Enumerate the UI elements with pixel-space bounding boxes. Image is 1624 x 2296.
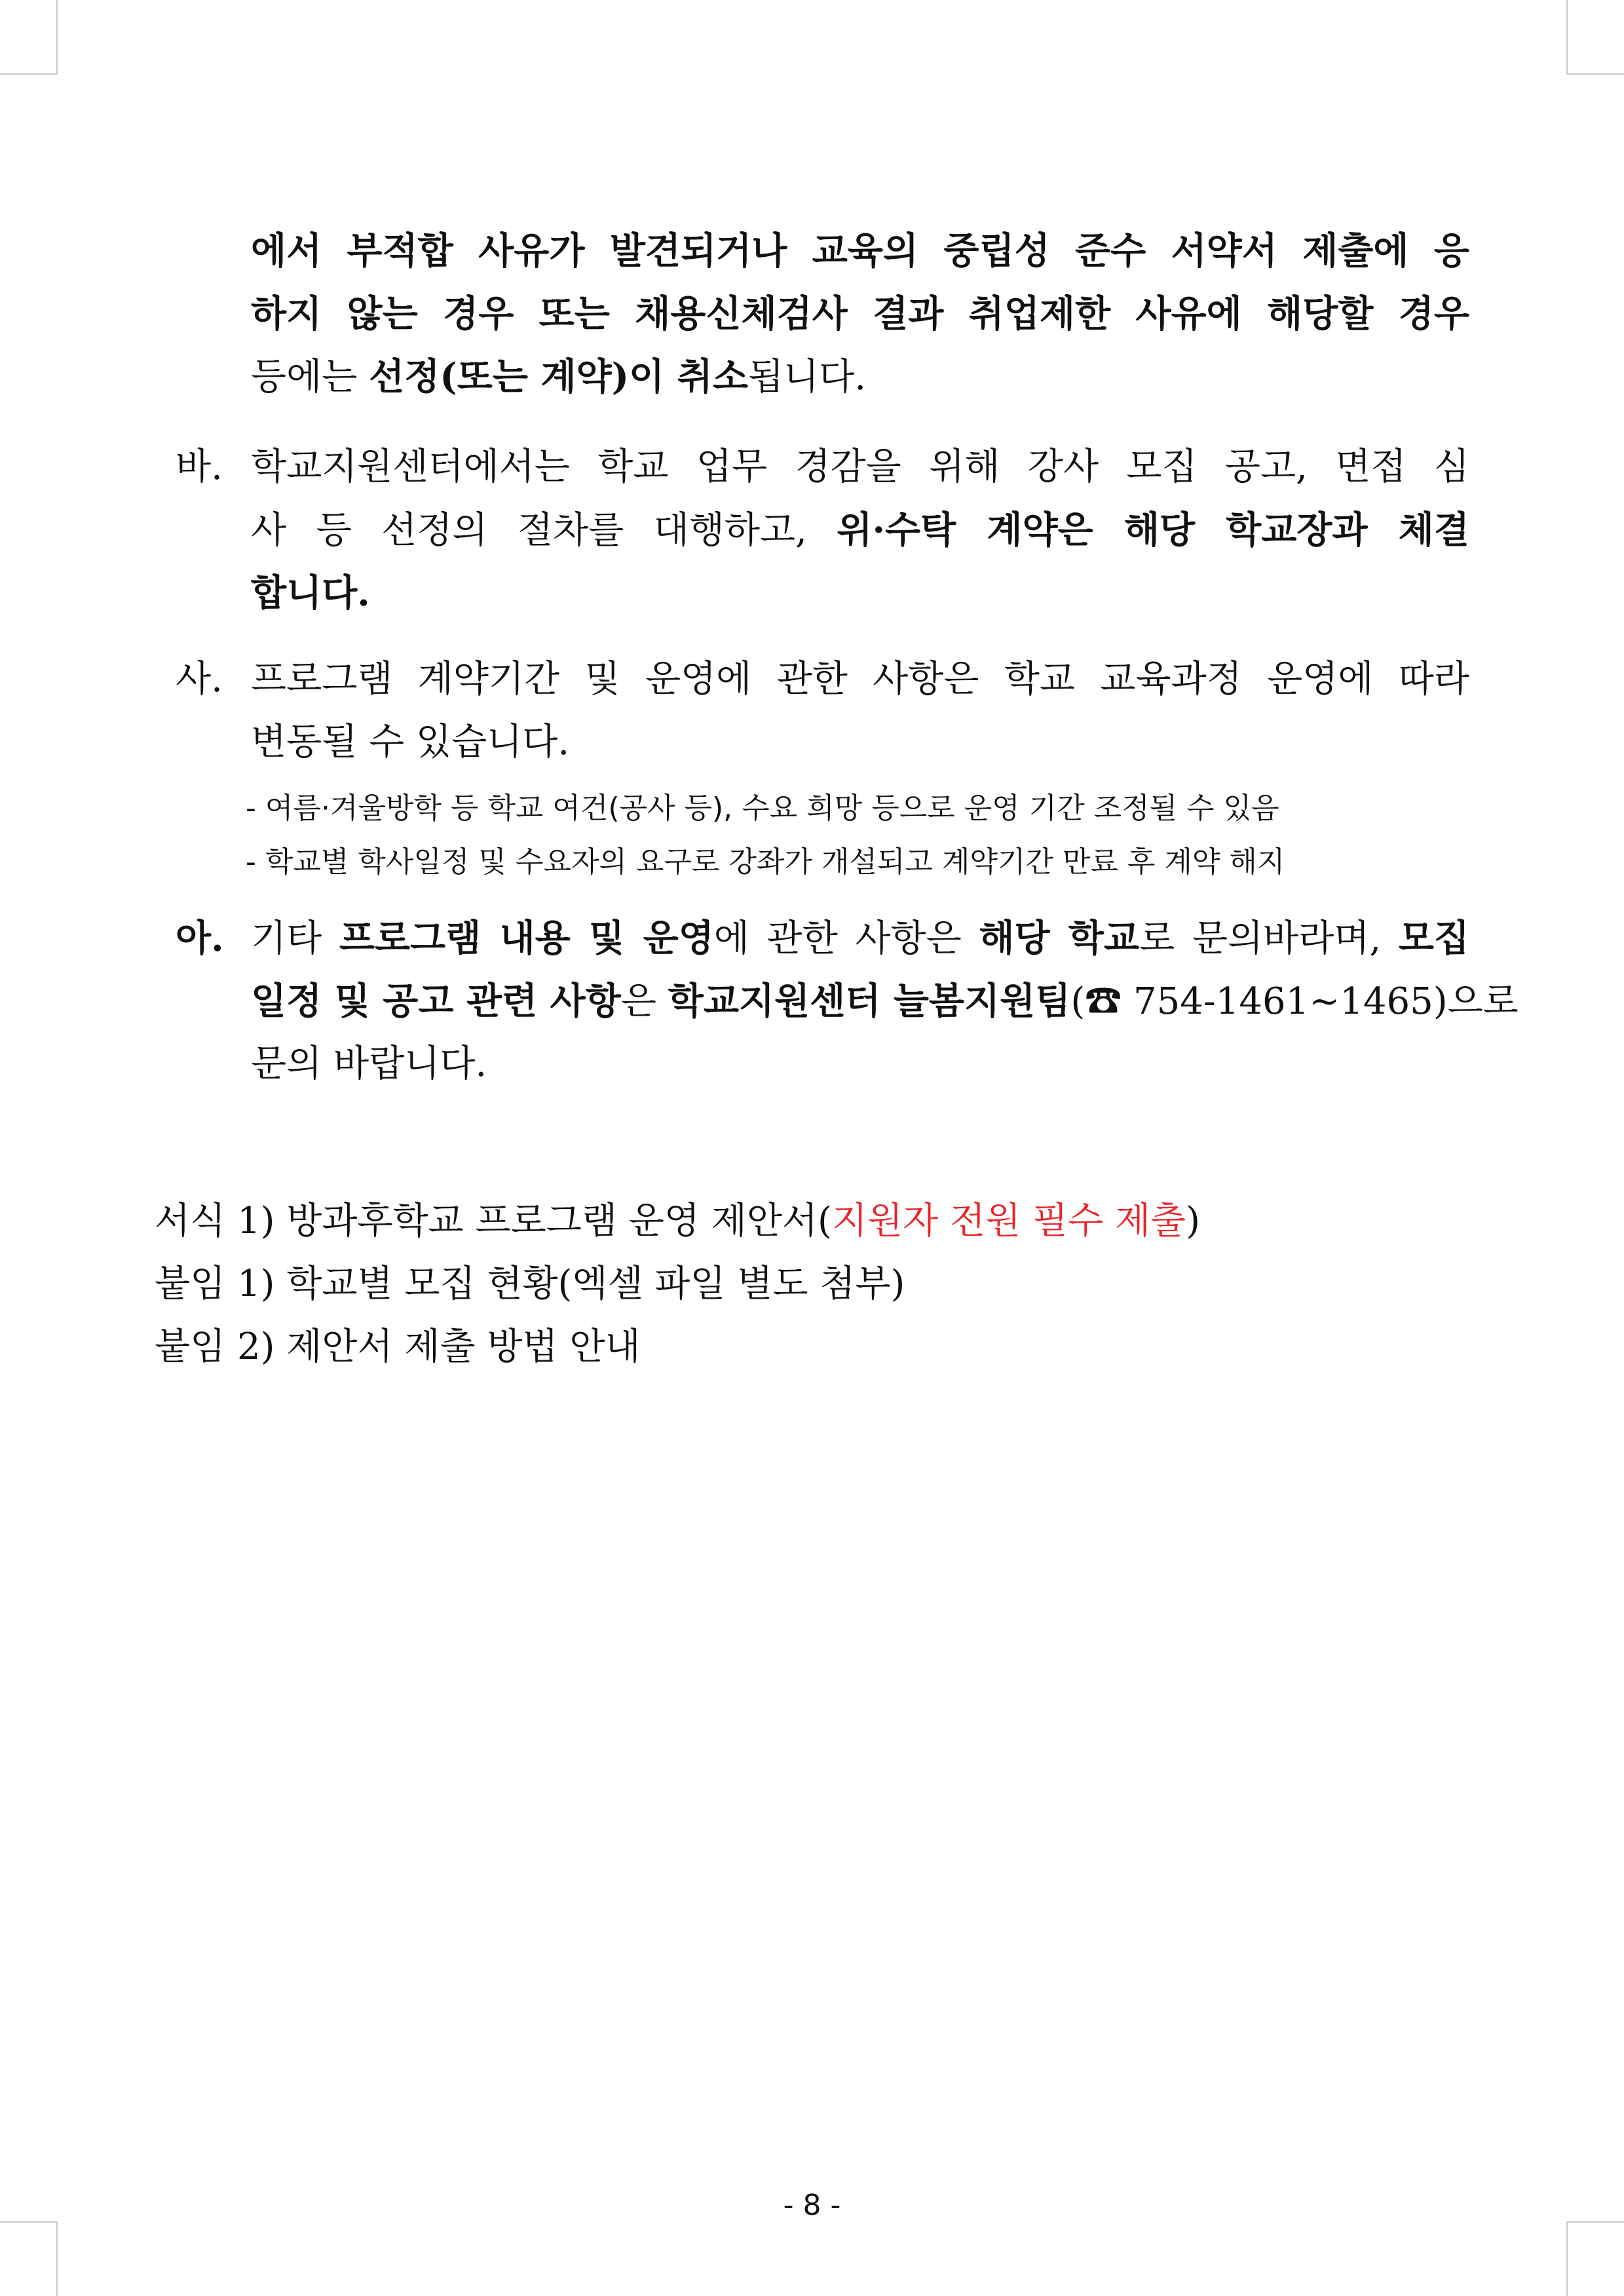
text-span: 기타	[251, 917, 339, 960]
attachment-2-line: 붙임 2) 제안서 제출 방법 안내	[155, 1326, 641, 1368]
text-span-bold: 위·수탁 계약은 해당 학교장과 체결	[837, 508, 1469, 552]
item-sa-line-1: 프로그램 계약기간 및 운영에 관한 사항은 학교 교육과정 운영에 따라	[251, 658, 1469, 700]
item-sa-sub-2: - 학교별 학사일정 및 수요자의 요구로 강좌가 개설되고 계약기간 만료 후 계약 해지	[246, 845, 1285, 879]
item-sa-marker: 사.	[176, 658, 223, 700]
text-span-bold: 해당 학교	[979, 917, 1140, 960]
text-span-bold: 학교지원센터 늘봄지원팀	[668, 980, 1071, 1023]
item-ba-line-2	[251, 507, 1469, 554]
text-span: 서식 1) 방과후학교 프로그램 운영 제안서(	[155, 1200, 832, 1242]
form-1-line	[155, 1198, 1200, 1244]
text-span: 로 문의바라며,	[1139, 917, 1399, 960]
page-corner-top-left	[0, 0, 58, 75]
text-span: )	[1186, 1200, 1201, 1242]
page-corner-bottom-right	[1566, 2221, 1624, 2296]
phone-contact: (☎ 754-1461~1465)으로	[1070, 980, 1519, 1023]
item-sa-line-2: 변동될 수 있습니다.	[251, 721, 570, 763]
text-span-bold: 모집	[1398, 917, 1470, 960]
item-ba-line-3: 합니다.	[251, 571, 370, 615]
item-a-line-1	[251, 915, 1469, 962]
page-corner-top-right	[1566, 0, 1624, 75]
attachment-1-line: 붙임 1) 학교별 모집 현황(엑셀 파일 별도 첨부)	[155, 1263, 905, 1305]
item-sa-sub-1: - 여름·겨울방학 등 학교 여건(공사 등), 수요 희망 등으로 운영 기간 조정될 수 있음	[246, 792, 1279, 825]
item-a-line-2	[251, 978, 1519, 1025]
text-span-bold: 일정 및 공고 관련 사항	[251, 980, 621, 1023]
item-ba-marker: 바.	[176, 446, 223, 488]
text-span: 됩니다.	[747, 356, 867, 398]
text-span: 은	[620, 980, 668, 1023]
text-span: 에 관한 사항은	[713, 917, 979, 960]
text-span: 등에는	[251, 356, 369, 398]
item-cont-line-3	[251, 354, 1469, 400]
text-span-bold: 선정(또는 계약)이 취소	[369, 355, 748, 398]
item-a-marker: 아.	[176, 917, 224, 960]
item-a-line-3: 문의 바랍니다.	[251, 1043, 487, 1085]
item-cont-line-1: 에서 부적합 사유가 발견되거나 교육의 중립성 준수 서약서 제출에 응	[251, 229, 1469, 273]
page-corner-bottom-left	[0, 2221, 58, 2296]
text-span-red: 지원자 전원 필수 제출	[831, 1200, 1186, 1242]
text-span-bold: 프로그램 내용 및 운영	[339, 917, 714, 960]
text-span: 사 등 선정의 절차를 대행하고,	[251, 509, 837, 552]
item-cont-line-2: 하지 않는 경우 또는 채용신체검사 결과 취업제한 사유에 해당할 경우	[251, 292, 1469, 335]
item-ba-line-1: 학교지원센터에서는 학교 업무 경감을 위해 강사 모집 공고, 면접 심	[251, 446, 1469, 488]
page-number: - 8 -	[783, 2189, 841, 2222]
